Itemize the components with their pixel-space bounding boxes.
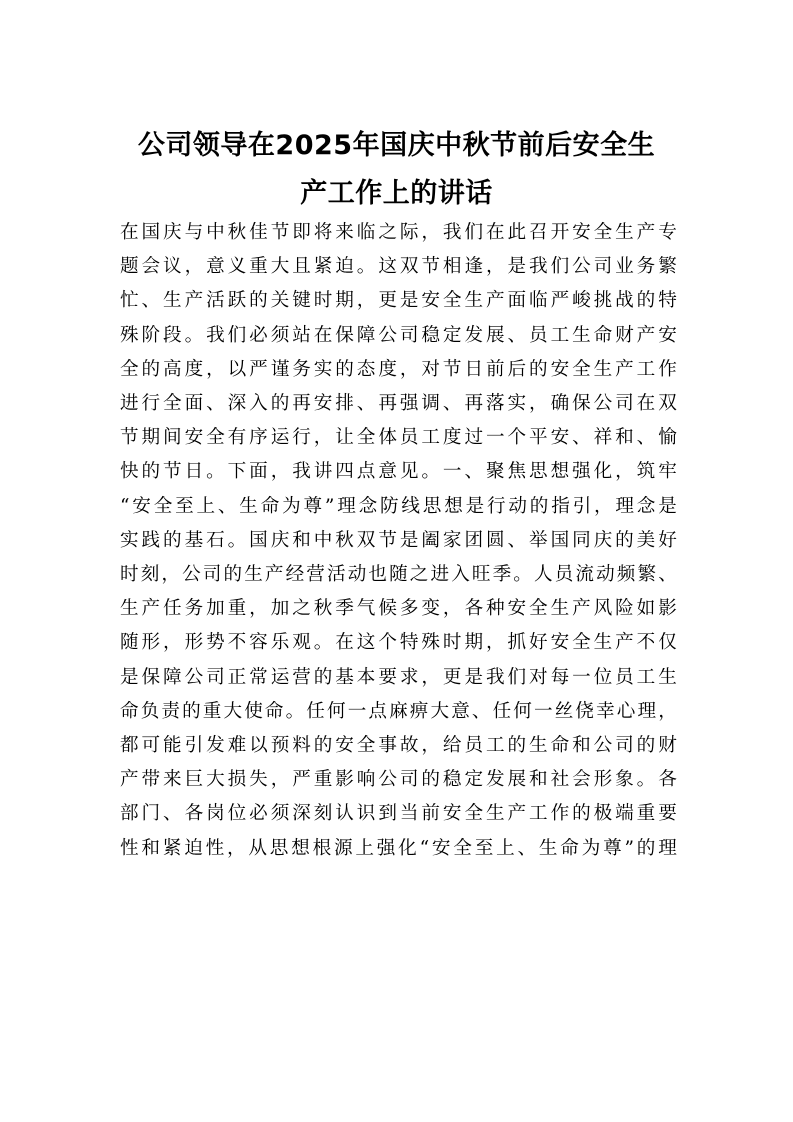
body-line: 在国庆与中秋佳节即将来临之际，我们在此召开安全生产专	[120, 222, 678, 243]
body-line: 命负责的重大使命。任何一点麻痹大意、任何一丝侥幸心理，	[120, 700, 678, 722]
body-line: 进行全面、深入的再安排、再强调、再落实，确保公司在双	[120, 393, 678, 415]
body-line: “安全至上、生命为尊”理念防线思想是行动的指引，理念是	[120, 495, 678, 517]
body-line: 产带来巨大损失，严重影响公司的稳定发展和社会形象。各	[120, 769, 678, 791]
body-line: 快的节日。下面，我讲四点意见。一、聚焦思想强化，筑牢	[120, 461, 678, 483]
body-line: 节期间安全有序运行，让全体员工度过一个平安、祥和、愉	[120, 427, 678, 449]
body-line: 生产任务加重，加之秋季气候多变，各种安全生产风险如影	[120, 598, 678, 620]
body-line: 殊阶段。我们必须站在保障公司稳定发展、员工生命财产安	[120, 324, 678, 346]
body-line: 随形，形势不容乐观。在这个特殊时期，抓好安全生产不仅	[120, 632, 678, 654]
body-line: 都可能引发难以预料的安全事故，给员工的生命和公司的财	[120, 735, 678, 757]
body-line: 忙、生产活跃的关键时期，更是安全生产面临严峻挑战的特	[120, 290, 678, 312]
body-paragraph	[120, 216, 678, 866]
body-line: 全的高度，以严谨务实的态度，对节日前后的安全生产工作	[120, 358, 678, 380]
body-line: 题会议，意义重大且紧迫。这双节相逢，是我们公司业务繁	[120, 256, 678, 278]
body-line: 是保障公司正常运营的基本要求，更是我们对每一位员工生	[120, 666, 678, 688]
body-line: 时刻，公司的生产经营活动也随之进入旺季。人员流动频繁、	[120, 564, 678, 586]
body-line: 实践的基石。国庆和中秋双节是阖家团圆、举国同庆的美好	[120, 529, 678, 551]
body-line: 部门、各岗位必须深刻认识到当前安全生产工作的极端重要	[120, 803, 678, 825]
title-line: 公司领导在2025年国庆中秋节前后安全生	[137, 130, 656, 161]
document-title	[100, 122, 693, 218]
body-line: 性和紧迫性，从思想根源上强化“安全至上、生命为尊”的理	[120, 837, 678, 859]
title-line: 产工作上的讲话	[300, 178, 493, 209]
